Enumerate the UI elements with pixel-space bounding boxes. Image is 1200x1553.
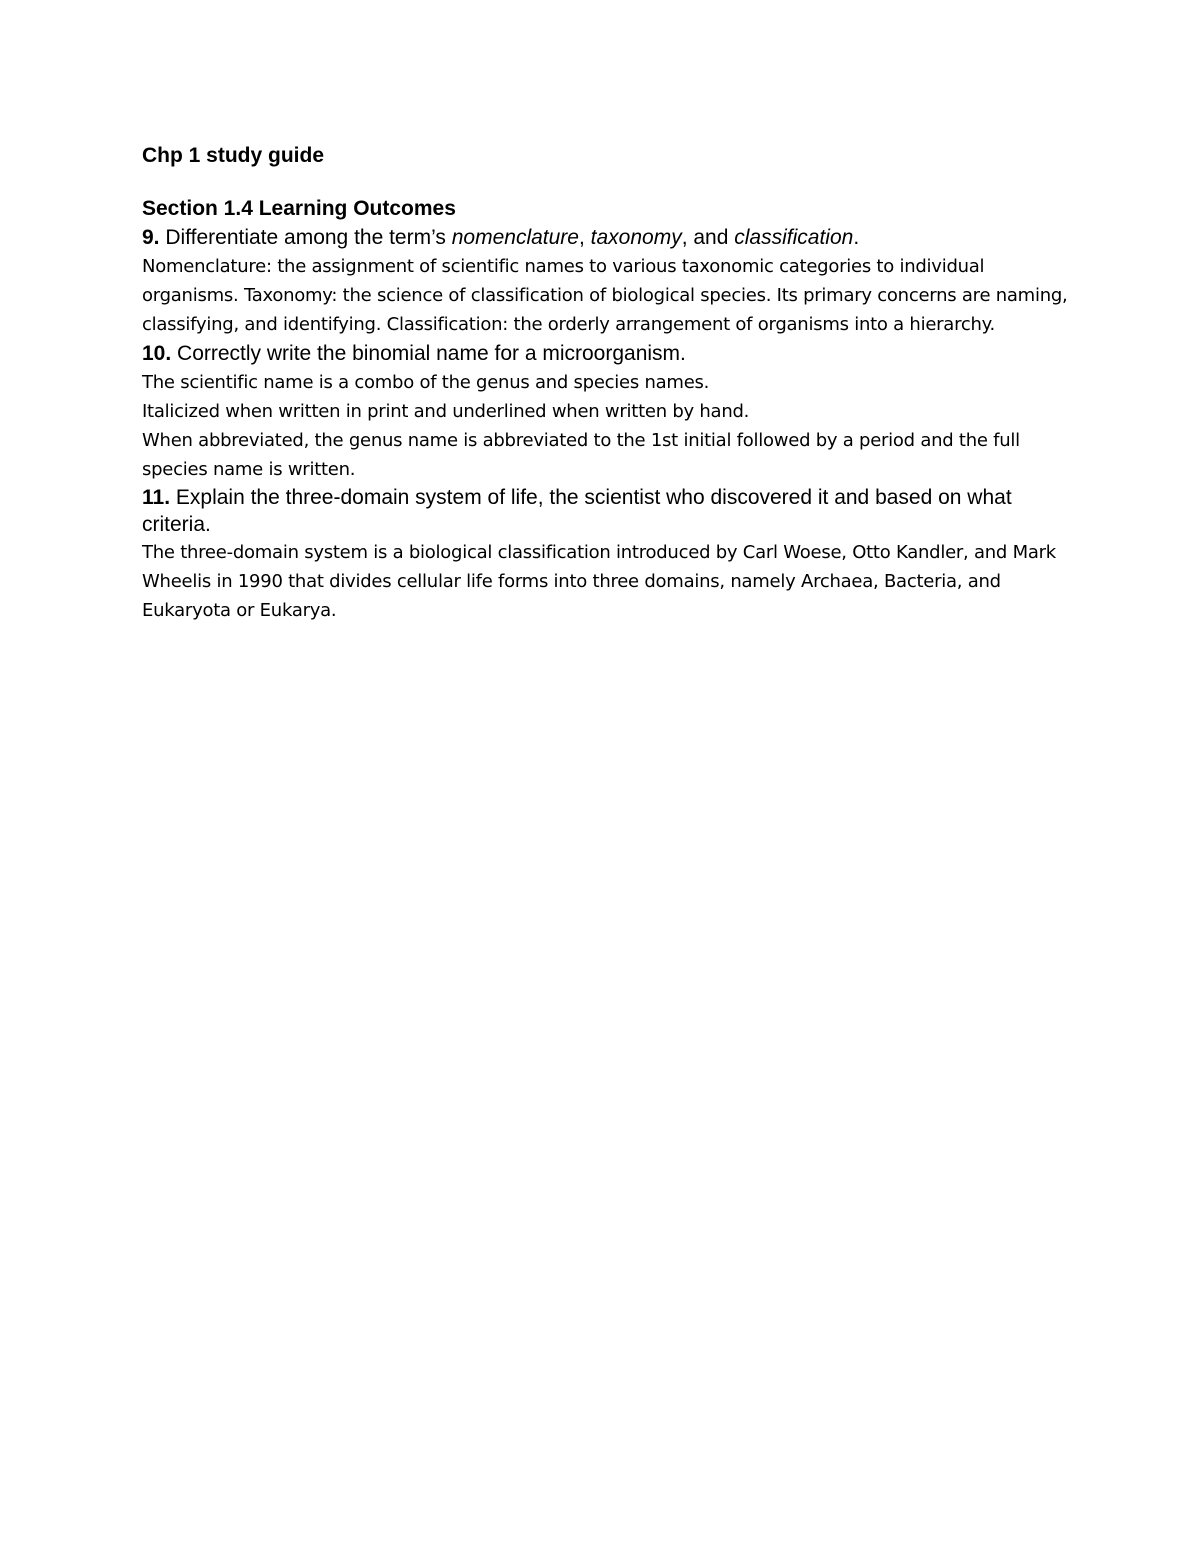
question-text: ,	[578, 226, 591, 249]
question-text: .	[853, 226, 860, 249]
question-number: 11.	[142, 486, 171, 509]
question-number: 9.	[142, 226, 160, 249]
question-text: Correctly write the binomial name for a microorganism.	[171, 342, 686, 365]
question-text: , and	[681, 226, 735, 249]
question-number: 10.	[142, 342, 172, 365]
question-10	[142, 339, 1072, 368]
term-nomenclature: nomenclature	[451, 226, 579, 249]
term-classification: classification	[734, 226, 854, 249]
outcome-item-10	[142, 339, 1072, 484]
answer-11: The three-domain system is a biological classification introduced by Carl Woese, Otto Kandler, and Mark Wheelis in 1990 that divides cellular life forms into three domains, namely Archaea, Bacteria, and Eukaryota or Eukarya.	[142, 542, 1056, 621]
outcome-item-11	[142, 484, 1072, 625]
answer-9: Nomenclature: the assignment of scientific names to various taxonomic categories to individual organisms. Taxonomy: the science of classification of biological species. Its primary concerns are naming, classifying, and identifying. Classification: the orderly arrangement of organisms into a hierarchy.	[142, 256, 1068, 335]
document-title: Chp 1 study guide	[142, 144, 325, 167]
question-11	[142, 484, 1072, 538]
answer-10-line: The scientific name is a combo of the genus and species names.	[142, 372, 710, 393]
term-taxonomy: taxonomy	[590, 226, 682, 249]
answer-10-line: Italicized when written in print and underlined when written by hand.	[142, 401, 750, 422]
answer-10-line: When abbreviated, the genus name is abbreviated to the 1st initial followed by a period and the full species name is written.	[142, 430, 1020, 480]
question-9	[142, 223, 1072, 252]
document-page	[142, 140, 1072, 625]
question-text: Explain the three-domain system of life, the scientist who discovered it and based on what criteria.	[142, 486, 1012, 536]
question-text: Differentiate among the term’s	[159, 226, 452, 249]
outcome-item-9	[142, 223, 1072, 339]
section-title: Section 1.4 Learning Outcomes	[142, 197, 456, 220]
